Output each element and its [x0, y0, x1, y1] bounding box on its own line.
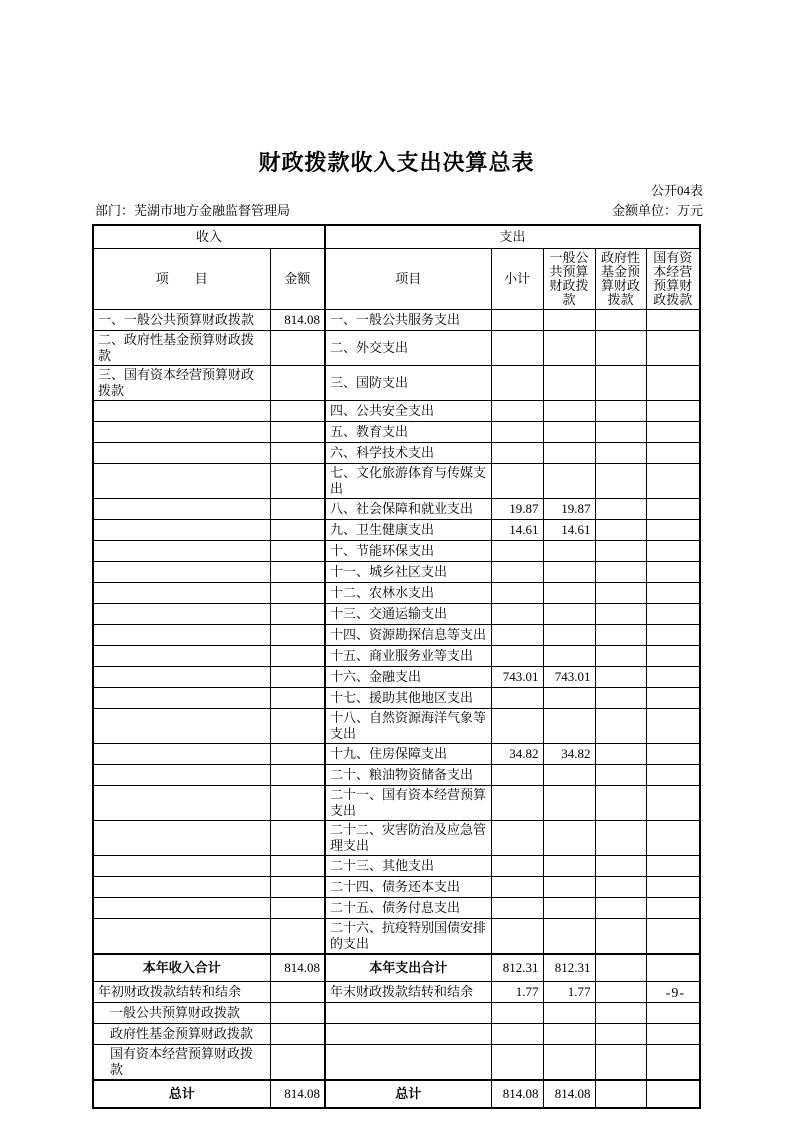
- gov-fund-cell: [595, 954, 646, 982]
- expense-item-cell: 二、外交支出: [325, 331, 491, 366]
- general-budget-cell: [543, 786, 595, 821]
- subtotal-cell: 812.31: [491, 954, 543, 982]
- expense-item-cell: 十、节能环保支出: [325, 541, 491, 562]
- income-amount-cell: [270, 625, 325, 646]
- table-row: [93, 541, 700, 562]
- general-budget-cell: [543, 688, 595, 709]
- expense-item-cell: 二十五、债务付息支出: [325, 898, 491, 919]
- state-capital-cell: [646, 422, 700, 443]
- state-capital-cell: [646, 562, 700, 583]
- income-item-cell: [93, 856, 270, 877]
- subtotal-cell: [491, 604, 543, 625]
- income-item-cell: [93, 709, 270, 744]
- subtotal-cell: [491, 310, 543, 331]
- income-section-header: 收入: [93, 225, 325, 249]
- gov-fund-cell: [595, 520, 646, 541]
- expense-item-cell: 二十、粮油物资储备支出: [325, 765, 491, 786]
- income-item-cell: [93, 688, 270, 709]
- income-amount-cell: [270, 443, 325, 464]
- table-row: [93, 667, 700, 688]
- income-amount-cell: [270, 765, 325, 786]
- table-row: [93, 520, 700, 541]
- state-capital-cell: [646, 1080, 700, 1108]
- income-amount-cell: [270, 786, 325, 821]
- state-capital-cell: [646, 1045, 700, 1081]
- gov-fund-cell: [595, 898, 646, 919]
- income-item-cell: [93, 499, 270, 520]
- expense-item-cell: 十四、资源勘探信息等支出: [325, 625, 491, 646]
- state-capital-cell: [646, 709, 700, 744]
- subtotal-cell: [491, 562, 543, 583]
- income-amount-cell: [270, 688, 325, 709]
- state-capital-header: 国有资本经营预算财政拨款: [646, 249, 700, 310]
- expense-item-cell: 十六、金融支出: [325, 667, 491, 688]
- gov-fund-cell: [595, 744, 646, 765]
- expense-item-cell: 总计: [325, 1080, 491, 1108]
- state-capital-cell: [646, 821, 700, 856]
- income-amount-cell: [270, 401, 325, 422]
- subtotal-cell: [491, 464, 543, 499]
- column-header-row: [93, 249, 700, 310]
- subtotal-cell: 19.87: [491, 499, 543, 520]
- subtotal-cell: [491, 709, 543, 744]
- income-item-cell: [93, 744, 270, 765]
- general-budget-cell: 1.77: [543, 982, 595, 1003]
- table-row: [93, 401, 700, 422]
- gov-fund-cell: [595, 821, 646, 856]
- table-row: [93, 982, 700, 1003]
- general-budget-cell: [543, 898, 595, 919]
- table-row: [93, 1045, 700, 1081]
- table-row: [93, 366, 700, 401]
- income-amount-cell: [270, 604, 325, 625]
- gov-fund-cell: [595, 310, 646, 331]
- state-capital-cell: [646, 464, 700, 499]
- subtotal-cell: [491, 422, 543, 443]
- table-row: [93, 919, 700, 955]
- state-capital-cell: [646, 744, 700, 765]
- table-row: [93, 709, 700, 744]
- income-amount-cell: [270, 583, 325, 604]
- expense-item-cell: 二十二、灾害防治及应急管理支出: [325, 821, 491, 856]
- income-item-cell: [93, 464, 270, 499]
- general-budget-cell: [543, 625, 595, 646]
- gov-fund-cell: [595, 1045, 646, 1081]
- gov-fund-cell: [595, 877, 646, 898]
- unit-label: 金额单位：万元: [611, 203, 703, 218]
- expense-item-cell: 六、科学技术支出: [325, 443, 491, 464]
- state-capital-cell: [646, 604, 700, 625]
- page-number: -9-: [665, 986, 685, 1001]
- general-budget-cell: [543, 877, 595, 898]
- income-item-cell: [93, 919, 270, 955]
- expense-item-cell: 二十一、国有资本经营预算支出: [325, 786, 491, 821]
- income-item-cell: [93, 422, 270, 443]
- state-capital-cell: [646, 443, 700, 464]
- state-capital-cell: [646, 541, 700, 562]
- state-capital-cell: [646, 688, 700, 709]
- general-budget-cell: [543, 604, 595, 625]
- general-budget-cell: 743.01: [543, 667, 595, 688]
- income-amount-cell: [270, 366, 325, 401]
- gov-fund-cell: [595, 765, 646, 786]
- income-amount-cell: [270, 499, 325, 520]
- income-amount-cell: [270, 541, 325, 562]
- income-item-cell: 三、国有资本经营预算财政拨款: [93, 366, 270, 401]
- subtotal-cell: [491, 765, 543, 786]
- income-item-cell: [93, 625, 270, 646]
- gov-fund-cell: [595, 982, 646, 1003]
- table-row: [93, 422, 700, 443]
- gov-fund-header: 政府性基金预算财政拨款: [595, 249, 646, 310]
- state-capital-cell: [646, 765, 700, 786]
- gov-fund-cell: [595, 422, 646, 443]
- subtotal-cell: [491, 646, 543, 667]
- subtotal-cell: [491, 898, 543, 919]
- general-budget-cell: [543, 310, 595, 331]
- general-budget-cell: [543, 562, 595, 583]
- state-capital-cell: [646, 1003, 700, 1024]
- gov-fund-cell: [595, 604, 646, 625]
- gov-fund-cell: [595, 625, 646, 646]
- income-amount-cell: [270, 464, 325, 499]
- table-row: [93, 1024, 700, 1045]
- general-budget-header: 一般公共预算财政拨款: [543, 249, 595, 310]
- income-item-cell: [93, 520, 270, 541]
- income-item-cell: 二、政府性基金预算财政拨款: [93, 331, 270, 366]
- expense-item-cell: 十五、商业服务业等支出: [325, 646, 491, 667]
- gov-fund-cell: [595, 562, 646, 583]
- gov-fund-cell: [595, 464, 646, 499]
- state-capital-cell: [646, 898, 700, 919]
- income-item-cell: [93, 786, 270, 821]
- expense-item-cell: 十一、城乡社区支出: [325, 562, 491, 583]
- table-row: [93, 765, 700, 786]
- gov-fund-cell: [595, 1024, 646, 1045]
- table-row: [93, 331, 700, 366]
- income-item-cell: 一般公共预算财政拨款: [93, 1003, 270, 1024]
- expense-item-cell: 八、社会保障和就业支出: [325, 499, 491, 520]
- expense-item-cell: 七、文化旅游体育与传媒支出: [325, 464, 491, 499]
- income-item-cell: [93, 898, 270, 919]
- gov-fund-cell: [595, 499, 646, 520]
- subtotal-cell: [491, 786, 543, 821]
- income-item-cell: 政府性基金预算财政拨款: [93, 1024, 270, 1045]
- expense-item-cell: 十三、交通运输支出: [325, 604, 491, 625]
- gov-fund-cell: [595, 401, 646, 422]
- gov-fund-cell: [595, 709, 646, 744]
- expense-item-cell: 一、一般公共服务支出: [325, 310, 491, 331]
- expense-item-cell: 本年支出合计: [325, 954, 491, 982]
- table-row: [93, 499, 700, 520]
- income-amount-cell: [270, 856, 325, 877]
- table-row: [93, 583, 700, 604]
- general-budget-cell: [543, 583, 595, 604]
- state-capital-cell: [646, 877, 700, 898]
- subtotal-cell: [491, 1045, 543, 1081]
- subtotal-cell: [491, 1024, 543, 1045]
- table-row: [93, 1003, 700, 1024]
- section-header-row: [93, 225, 700, 249]
- income-amount-cell: [270, 646, 325, 667]
- state-capital-cell: [646, 625, 700, 646]
- expense-item-cell: 四、公共安全支出: [325, 401, 491, 422]
- state-capital-cell: [646, 786, 700, 821]
- expense-item-cell: [325, 1003, 491, 1024]
- state-capital-cell: [646, 919, 700, 955]
- state-capital-cell: [646, 401, 700, 422]
- income-amount-cell: [270, 562, 325, 583]
- income-item-cell: [93, 562, 270, 583]
- expense-item-cell: 十八、自然资源海洋气象等支出: [325, 709, 491, 744]
- income-item-cell: 年初财政拨款结转和结余: [93, 982, 270, 1003]
- expense-item-cell: 三、国防支出: [325, 366, 491, 401]
- gov-fund-cell: [595, 667, 646, 688]
- income-item-cell: [93, 765, 270, 786]
- income-amount-cell: [270, 982, 325, 1003]
- general-budget-cell: [543, 709, 595, 744]
- expense-item-cell: 年末财政拨款结转和结余: [325, 982, 491, 1003]
- income-amount-cell: 814.08: [270, 1080, 325, 1108]
- general-budget-cell: [543, 541, 595, 562]
- income-amount-cell: [270, 877, 325, 898]
- income-item-cell: [93, 583, 270, 604]
- expense-item-cell: 二十四、债务还本支出: [325, 877, 491, 898]
- table-row: [93, 786, 700, 821]
- income-item-header: 项 目: [93, 249, 270, 310]
- state-capital-cell: [646, 499, 700, 520]
- subtotal-cell: [491, 1003, 543, 1024]
- gov-fund-cell: [595, 331, 646, 366]
- expense-item-cell: [325, 1045, 491, 1081]
- expense-item-header: 项目: [325, 249, 491, 310]
- subtotal-cell: [491, 856, 543, 877]
- general-budget-cell: [543, 646, 595, 667]
- subtotal-cell: 14.61: [491, 520, 543, 541]
- subtotal-cell: [491, 688, 543, 709]
- income-item-cell: 本年收入合计: [93, 954, 270, 982]
- general-budget-cell: [543, 422, 595, 443]
- table-row: [93, 898, 700, 919]
- general-budget-cell: [543, 1003, 595, 1024]
- subtotal-cell: [491, 821, 543, 856]
- subtotal-cell: [491, 625, 543, 646]
- gov-fund-cell: [595, 688, 646, 709]
- income-amount-cell: [270, 1045, 325, 1081]
- income-item-cell: 国有资本经营预算财政拨款: [93, 1045, 270, 1081]
- expense-item-cell: 九、卫生健康支出: [325, 520, 491, 541]
- general-budget-cell: [543, 919, 595, 955]
- subtotal-cell: 743.01: [491, 667, 543, 688]
- page-title: 财政拨款收入支出决算总表: [258, 150, 535, 175]
- general-budget-cell: [543, 443, 595, 464]
- income-amount-cell: [270, 744, 325, 765]
- general-budget-cell: [543, 464, 595, 499]
- subtotal-cell: 814.08: [491, 1080, 543, 1108]
- income-amount-cell: 814.08: [270, 310, 325, 331]
- income-amount-cell: [270, 821, 325, 856]
- general-budget-cell: 812.31: [543, 954, 595, 982]
- subtotal-cell: [491, 541, 543, 562]
- subtotal-cell: 1.77: [491, 982, 543, 1003]
- income-item-cell: [93, 604, 270, 625]
- expense-item-cell: 十七、援助其他地区支出: [325, 688, 491, 709]
- income-amount-header: 金额: [270, 249, 325, 310]
- table-row: [93, 562, 700, 583]
- income-item-cell: [93, 401, 270, 422]
- general-budget-cell: [543, 856, 595, 877]
- table-row: [93, 744, 700, 765]
- expense-item-cell: 五、教育支出: [325, 422, 491, 443]
- income-item-cell: [93, 877, 270, 898]
- expense-item-cell: [325, 1024, 491, 1045]
- table-row: [93, 625, 700, 646]
- income-amount-cell: [270, 919, 325, 955]
- table-body: [93, 310, 700, 1109]
- table-row: [93, 464, 700, 499]
- state-capital-cell: [646, 1024, 700, 1045]
- table-row: [93, 954, 700, 982]
- table-row: [93, 856, 700, 877]
- income-amount-cell: [270, 898, 325, 919]
- table-row: [93, 688, 700, 709]
- subtotal-cell: [491, 583, 543, 604]
- expense-item-cell: 十九、住房保障支出: [325, 744, 491, 765]
- income-amount-cell: [270, 1003, 325, 1024]
- table-row: [93, 310, 700, 331]
- income-item-cell: [93, 821, 270, 856]
- subtotal-cell: [491, 919, 543, 955]
- gov-fund-cell: [595, 541, 646, 562]
- gov-fund-cell: [595, 786, 646, 821]
- income-amount-cell: [270, 667, 325, 688]
- subtotal-header: 小计: [491, 249, 543, 310]
- expense-item-cell: 二十三、其他支出: [325, 856, 491, 877]
- general-budget-cell: 19.87: [543, 499, 595, 520]
- table-row: [93, 821, 700, 856]
- income-item-cell: [93, 541, 270, 562]
- general-budget-cell: [543, 821, 595, 856]
- general-budget-cell: 34.82: [543, 744, 595, 765]
- subtotal-cell: [491, 366, 543, 401]
- expense-item-cell: 二十六、抗疫特别国债安排的支出: [325, 919, 491, 955]
- state-capital-cell: [646, 856, 700, 877]
- gov-fund-cell: [595, 366, 646, 401]
- gov-fund-cell: [595, 1080, 646, 1108]
- subtotal-cell: [491, 401, 543, 422]
- expense-section-header: 支出: [325, 225, 700, 249]
- income-amount-cell: [270, 709, 325, 744]
- gov-fund-cell: [595, 646, 646, 667]
- state-capital-cell: [646, 331, 700, 366]
- gov-fund-cell: [595, 856, 646, 877]
- gov-fund-cell: [595, 583, 646, 604]
- income-item-cell: [93, 646, 270, 667]
- income-amount-cell: 814.08: [270, 954, 325, 982]
- subtotal-cell: [491, 877, 543, 898]
- doc-code-label: 公开04表: [650, 183, 703, 198]
- gov-fund-cell: [595, 1003, 646, 1024]
- state-capital-cell: [646, 310, 700, 331]
- income-item-cell: 总计: [93, 1080, 270, 1108]
- state-capital-cell: [646, 520, 700, 541]
- gov-fund-cell: [595, 919, 646, 955]
- department-label: 部门：芜湖市地方金融监督管理局: [95, 203, 291, 218]
- state-capital-cell: [646, 954, 700, 982]
- income-amount-cell: [270, 520, 325, 541]
- gov-fund-cell: [595, 443, 646, 464]
- state-capital-cell: [646, 646, 700, 667]
- fiscal-appropriation-table: [92, 224, 701, 1109]
- income-amount-cell: [270, 331, 325, 366]
- table-row: [93, 443, 700, 464]
- table-row: [93, 1080, 700, 1108]
- income-item-cell: [93, 667, 270, 688]
- general-budget-cell: [543, 1045, 595, 1081]
- table-row: [93, 646, 700, 667]
- expense-item-cell: 十二、农林水支出: [325, 583, 491, 604]
- state-capital-cell: [646, 366, 700, 401]
- state-capital-cell: [646, 667, 700, 688]
- general-budget-cell: 814.08: [543, 1080, 595, 1108]
- income-item-cell: [93, 443, 270, 464]
- subtotal-cell: [491, 443, 543, 464]
- subtotal-cell: 34.82: [491, 744, 543, 765]
- general-budget-cell: [543, 765, 595, 786]
- general-budget-cell: [543, 366, 595, 401]
- income-item-cell: 一、一般公共预算财政拨款: [93, 310, 270, 331]
- general-budget-cell: 14.61: [543, 520, 595, 541]
- income-amount-cell: [270, 1024, 325, 1045]
- subtotal-cell: [491, 331, 543, 366]
- table-row: [93, 604, 700, 625]
- income-amount-cell: [270, 422, 325, 443]
- general-budget-cell: [543, 1024, 595, 1045]
- state-capital-cell: [646, 583, 700, 604]
- general-budget-cell: [543, 331, 595, 366]
- table-row: [93, 877, 700, 898]
- general-budget-cell: [543, 401, 595, 422]
